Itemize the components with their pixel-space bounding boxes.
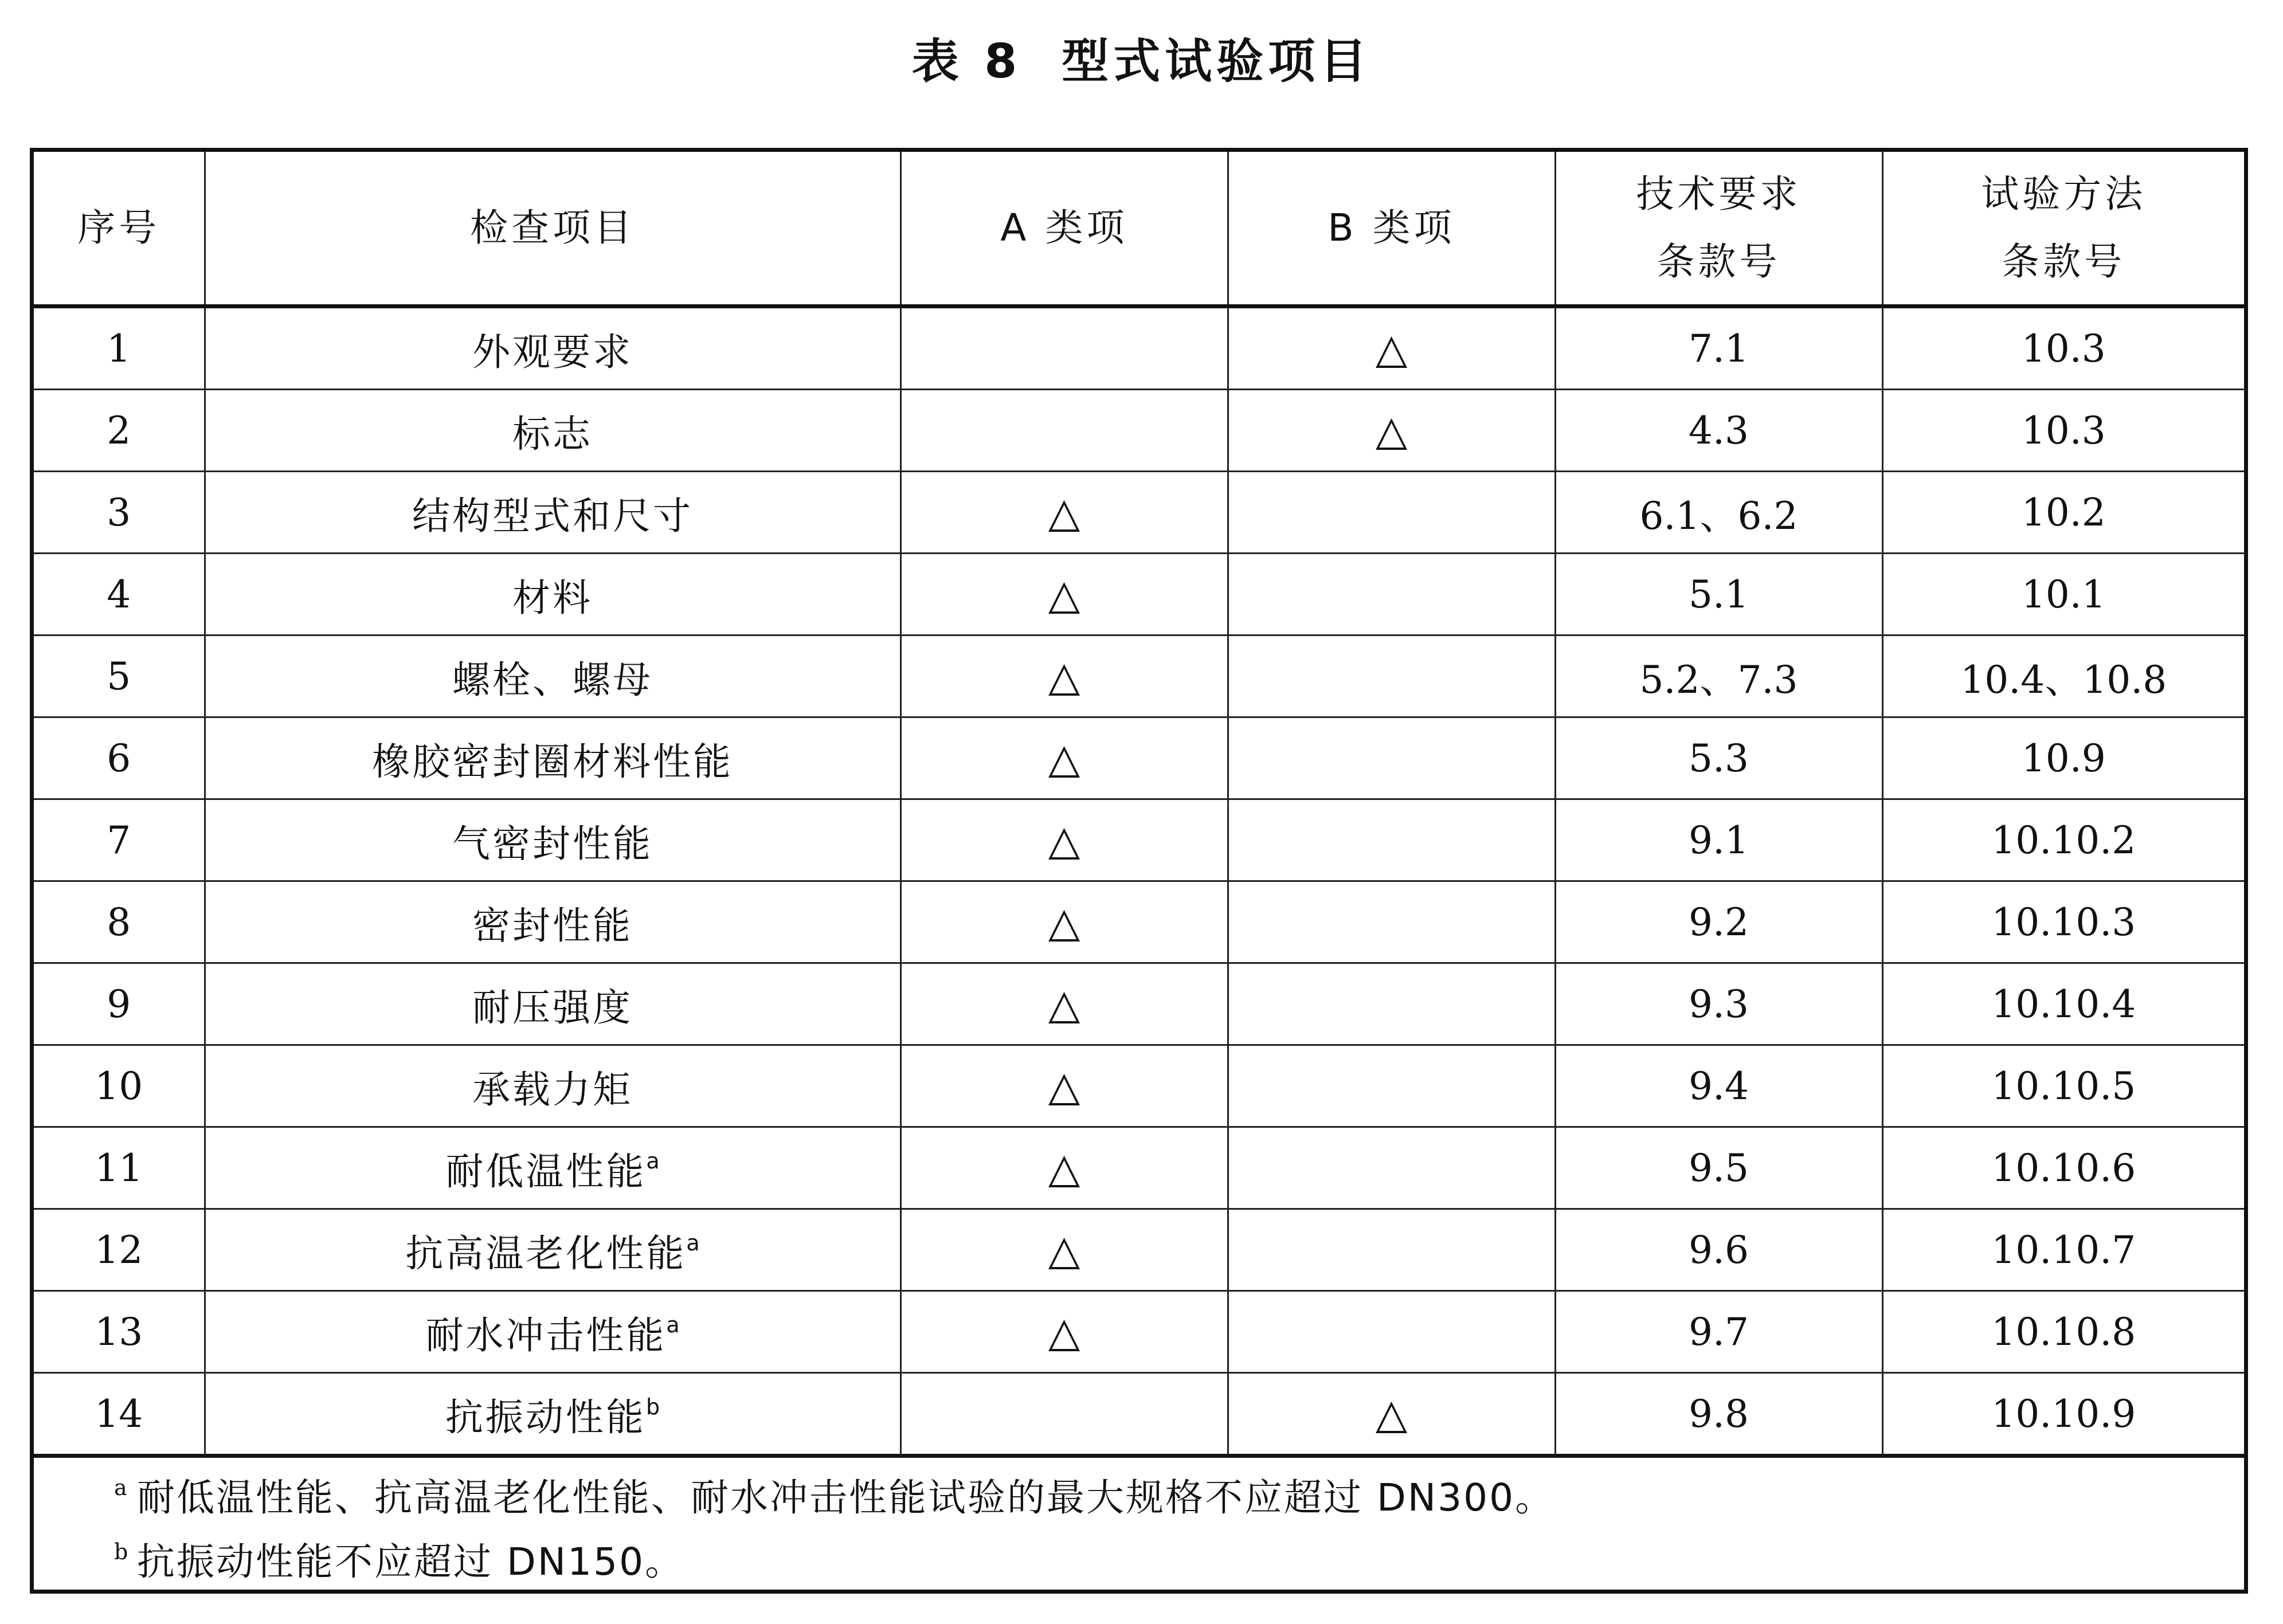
cell-test-method-text: 10.10.8 xyxy=(1991,1309,2136,1354)
table-number: 表 8 xyxy=(911,34,1022,89)
cell-tech-req-text: 9.3 xyxy=(1689,982,1749,1026)
footnote-marker: a xyxy=(686,1230,700,1256)
cell-tech-req xyxy=(1555,472,1882,554)
cell-tech-req xyxy=(1555,390,1882,472)
cell-seq xyxy=(34,1291,205,1373)
note-a-text: 耐低温性能、抗高温老化性能、耐水冲击性能试验的最大规格不应超过 DN300。 xyxy=(137,1476,1555,1520)
footnote-marker: a xyxy=(666,1312,680,1337)
cell-test-method xyxy=(1882,472,2244,554)
cell-test-method-text: 10.3 xyxy=(2021,326,2106,371)
table-body xyxy=(34,307,2244,1456)
cell-class-a-text: △ xyxy=(1048,980,1080,1028)
cell-seq xyxy=(34,636,205,717)
cell-item xyxy=(205,636,900,717)
cell-tech-req-text: 5.3 xyxy=(1689,736,1749,780)
cell-item-text: 抗高温老化性能 xyxy=(405,1231,687,1276)
cell-test-method xyxy=(1882,1209,2244,1291)
cell-tech-req-text: 9.4 xyxy=(1689,1064,1749,1108)
cell-test-method xyxy=(1882,636,2244,717)
cell-seq xyxy=(34,390,205,472)
cell-tech-req-text: 6.1、6.2 xyxy=(1639,493,1798,538)
cell-test-method xyxy=(1882,1127,2244,1209)
cell-class-a-text: △ xyxy=(1048,734,1080,782)
cell-class-b-text: △ xyxy=(1375,406,1408,454)
cell-tech-req xyxy=(1555,881,1882,963)
cell-seq xyxy=(34,717,205,799)
cell-seq-text: 6 xyxy=(107,736,131,780)
footnote-marker: b xyxy=(645,1394,660,1419)
cell-seq xyxy=(34,1209,205,1291)
cell-test-method xyxy=(1882,1291,2244,1373)
cell-class-a-text: △ xyxy=(1048,898,1080,946)
table-row xyxy=(34,1291,2244,1373)
cell-seq-text: 13 xyxy=(95,1309,143,1354)
cell-test-method-text: 10.10.9 xyxy=(1991,1391,2136,1436)
header-item: 检查项目 xyxy=(205,152,900,307)
cell-class-b-text: △ xyxy=(1375,1390,1408,1438)
cell-item-text: 密封性能 xyxy=(472,903,633,948)
cell-tech-req xyxy=(1555,717,1882,799)
cell-class-b xyxy=(1228,881,1555,963)
cell-item-text: 外观要求 xyxy=(472,329,633,374)
cell-class-a-text: △ xyxy=(1048,816,1080,864)
cell-class-a xyxy=(900,1291,1228,1373)
cell-tech-req-text: 5.2、7.3 xyxy=(1639,657,1798,702)
cell-tech-req xyxy=(1555,1291,1882,1373)
cell-tech-req xyxy=(1555,1045,1882,1127)
cell-seq xyxy=(34,1045,205,1127)
note-a xyxy=(114,1466,2244,1530)
cell-item xyxy=(205,799,900,881)
cell-item xyxy=(205,1291,900,1373)
cell-item xyxy=(205,1127,900,1209)
cell-seq-text: 14 xyxy=(95,1391,143,1436)
cell-class-b xyxy=(1228,799,1555,881)
cell-tech-req-text: 5.1 xyxy=(1689,572,1749,617)
note-b xyxy=(114,1530,2244,1594)
cell-seq-text: 3 xyxy=(107,490,131,535)
cell-class-a xyxy=(900,881,1228,963)
cell-test-method xyxy=(1882,881,2244,963)
cell-seq-text: 5 xyxy=(107,654,131,699)
cell-test-method-text: 10.4、10.8 xyxy=(1960,657,2167,702)
cell-test-method-text: 10.10.5 xyxy=(1991,1064,2136,1108)
cell-class-b xyxy=(1228,554,1555,636)
table-row xyxy=(34,717,2244,799)
table-row xyxy=(34,1045,2244,1127)
cell-class-b xyxy=(1228,472,1555,554)
note-a-mark: a xyxy=(114,1475,127,1500)
cell-tech-req-text: 9.8 xyxy=(1689,1391,1749,1436)
cell-class-b xyxy=(1228,963,1555,1045)
cell-class-a-text: △ xyxy=(1048,1062,1080,1110)
cell-test-method xyxy=(1882,390,2244,472)
cell-class-a-text: △ xyxy=(1048,1226,1080,1274)
cell-class-a-text: △ xyxy=(1048,652,1080,700)
cell-class-a xyxy=(900,1209,1228,1291)
cell-tech-req xyxy=(1555,554,1882,636)
cell-item-text: 橡胶密封圈材料性能 xyxy=(372,739,733,784)
table-title-text: 型式试验项目 xyxy=(1062,34,1372,89)
cell-class-a xyxy=(900,554,1228,636)
header-row xyxy=(34,152,2244,307)
cell-item xyxy=(205,963,900,1045)
cell-class-b xyxy=(1228,717,1555,799)
cell-class-b xyxy=(1228,390,1555,472)
cell-class-b xyxy=(1228,1291,1555,1373)
cell-class-a xyxy=(900,390,1228,472)
cell-seq-text: 2 xyxy=(107,408,131,453)
cell-tech-req-text: 9.1 xyxy=(1689,818,1749,862)
cell-tech-req xyxy=(1555,963,1882,1045)
cell-test-method-text: 10.10.3 xyxy=(1991,900,2136,944)
cell-item-text: 标志 xyxy=(512,411,593,456)
cell-tech-req xyxy=(1555,1373,1882,1456)
cell-item-text: 承载力矩 xyxy=(472,1067,633,1112)
cell-class-a-text: △ xyxy=(1048,1308,1080,1356)
cell-class-a-text: △ xyxy=(1048,488,1080,536)
cell-tech-req-text: 9.2 xyxy=(1689,900,1749,944)
cell-test-method xyxy=(1882,554,2244,636)
cell-item-text: 抗振动性能 xyxy=(445,1395,646,1439)
cell-item xyxy=(205,554,900,636)
cell-test-method-text: 10.1 xyxy=(2021,572,2106,617)
table-row xyxy=(34,472,2244,554)
table-row xyxy=(34,307,2244,390)
cell-tech-req xyxy=(1555,1127,1882,1209)
cell-class-b xyxy=(1228,636,1555,717)
cell-item-text: 耐压强度 xyxy=(472,985,633,1030)
cell-seq xyxy=(34,307,205,390)
cell-class-b xyxy=(1228,1209,1555,1291)
cell-tech-req-text: 9.6 xyxy=(1689,1227,1749,1272)
cell-seq-text: 9 xyxy=(107,982,131,1026)
cell-item-text: 材料 xyxy=(512,575,593,620)
cell-test-method-text: 10.9 xyxy=(2021,736,2106,780)
cell-class-a xyxy=(900,963,1228,1045)
cell-test-method-text: 10.10.6 xyxy=(1991,1146,2136,1190)
cell-seq-text: 1 xyxy=(107,326,131,371)
note-b-mark: b xyxy=(114,1539,128,1564)
table-row xyxy=(34,881,2244,963)
cell-item-text: 螺栓、螺母 xyxy=(452,657,653,702)
cell-test-method xyxy=(1882,1373,2244,1456)
cell-test-method xyxy=(1882,963,2244,1045)
header-test-method-line2: 条款号 xyxy=(2002,240,2126,284)
note-b-text: 抗振动性能不应超过 DN150。 xyxy=(137,1540,685,1584)
cell-seq-text: 7 xyxy=(107,818,131,862)
cell-class-b xyxy=(1228,1127,1555,1209)
header-tech-req xyxy=(1555,152,1882,307)
header-class-a: A 类项 xyxy=(900,152,1228,307)
cell-item xyxy=(205,1045,900,1127)
cell-seq xyxy=(34,472,205,554)
cell-item xyxy=(205,390,900,472)
cell-test-method xyxy=(1882,717,2244,799)
cell-seq-text: 10 xyxy=(95,1064,143,1108)
cell-seq xyxy=(34,963,205,1045)
header-tech-req-line2: 条款号 xyxy=(1657,240,1781,284)
cell-item xyxy=(205,307,900,390)
cell-test-method-text: 10.10.2 xyxy=(1991,818,2136,862)
cell-class-a-text: △ xyxy=(1048,570,1080,618)
cell-item-text: 结构型式和尺寸 xyxy=(412,493,693,538)
cell-test-method-text: 10.2 xyxy=(2021,490,2106,535)
cell-seq xyxy=(34,799,205,881)
cell-item xyxy=(205,1209,900,1291)
cell-class-b xyxy=(1228,1045,1555,1127)
table-row xyxy=(34,1209,2244,1291)
cell-class-a xyxy=(900,1373,1228,1456)
cell-class-a xyxy=(900,1127,1228,1209)
cell-class-b xyxy=(1228,1373,1555,1456)
cell-class-a xyxy=(900,307,1228,390)
cell-test-method xyxy=(1882,799,2244,881)
cell-tech-req xyxy=(1555,307,1882,390)
cell-tech-req-text: 9.5 xyxy=(1689,1146,1749,1190)
table-row xyxy=(34,554,2244,636)
table-row xyxy=(34,390,2244,472)
cell-item-text: 耐低温性能 xyxy=(445,1149,647,1194)
cell-item xyxy=(205,1373,900,1456)
cell-seq xyxy=(34,881,205,963)
cell-item xyxy=(205,717,900,799)
cell-test-method-text: 10.10.7 xyxy=(1991,1227,2136,1272)
cell-class-a xyxy=(900,799,1228,881)
table-notes xyxy=(34,1458,2244,1594)
cell-test-method-text: 10.10.4 xyxy=(1991,982,2136,1026)
header-class-b: B 类项 xyxy=(1228,152,1555,307)
cell-class-a-text: △ xyxy=(1048,1144,1080,1192)
cell-seq-text: 4 xyxy=(107,572,131,617)
table-row xyxy=(34,799,2244,881)
cell-tech-req xyxy=(1555,799,1882,881)
footnote-marker: a xyxy=(646,1148,660,1174)
cell-test-method xyxy=(1882,307,2244,390)
cell-tech-req xyxy=(1555,636,1882,717)
table-row xyxy=(34,1127,2244,1209)
cell-class-a xyxy=(900,472,1228,554)
table-row xyxy=(34,636,2244,717)
cell-tech-req-text: 7.1 xyxy=(1689,326,1749,371)
table-title xyxy=(0,22,2283,102)
cell-tech-req xyxy=(1555,1209,1882,1291)
table-row xyxy=(34,1373,2244,1456)
cell-seq xyxy=(34,554,205,636)
cell-item-text: 耐水冲击性能 xyxy=(425,1313,667,1358)
cell-class-b xyxy=(1228,307,1555,390)
header-tech-req-line1: 技术要求 xyxy=(1636,172,1802,216)
cell-seq-text: 12 xyxy=(95,1227,143,1272)
cell-class-a xyxy=(900,636,1228,717)
cell-item xyxy=(205,472,900,554)
header-test-method-line1: 试验方法 xyxy=(1981,172,2147,216)
cell-seq-text: 11 xyxy=(95,1146,143,1190)
cell-tech-req-text: 9.7 xyxy=(1689,1309,1749,1354)
cell-class-b-text: △ xyxy=(1375,324,1408,372)
cell-item xyxy=(205,881,900,963)
cell-test-method xyxy=(1882,1045,2244,1127)
header-test-method xyxy=(1882,152,2244,307)
cell-seq-text: 8 xyxy=(107,900,131,944)
header-seq: 序号 xyxy=(34,152,205,307)
cell-item-text: 气密封性能 xyxy=(452,821,653,866)
cell-class-a xyxy=(900,717,1228,799)
cell-tech-req-text: 4.3 xyxy=(1689,408,1749,453)
type-test-table xyxy=(30,148,2248,1594)
cell-class-a xyxy=(900,1045,1228,1127)
table-row xyxy=(34,963,2244,1045)
cell-seq xyxy=(34,1373,205,1456)
cell-test-method-text: 10.3 xyxy=(2021,408,2106,453)
cell-seq xyxy=(34,1127,205,1209)
